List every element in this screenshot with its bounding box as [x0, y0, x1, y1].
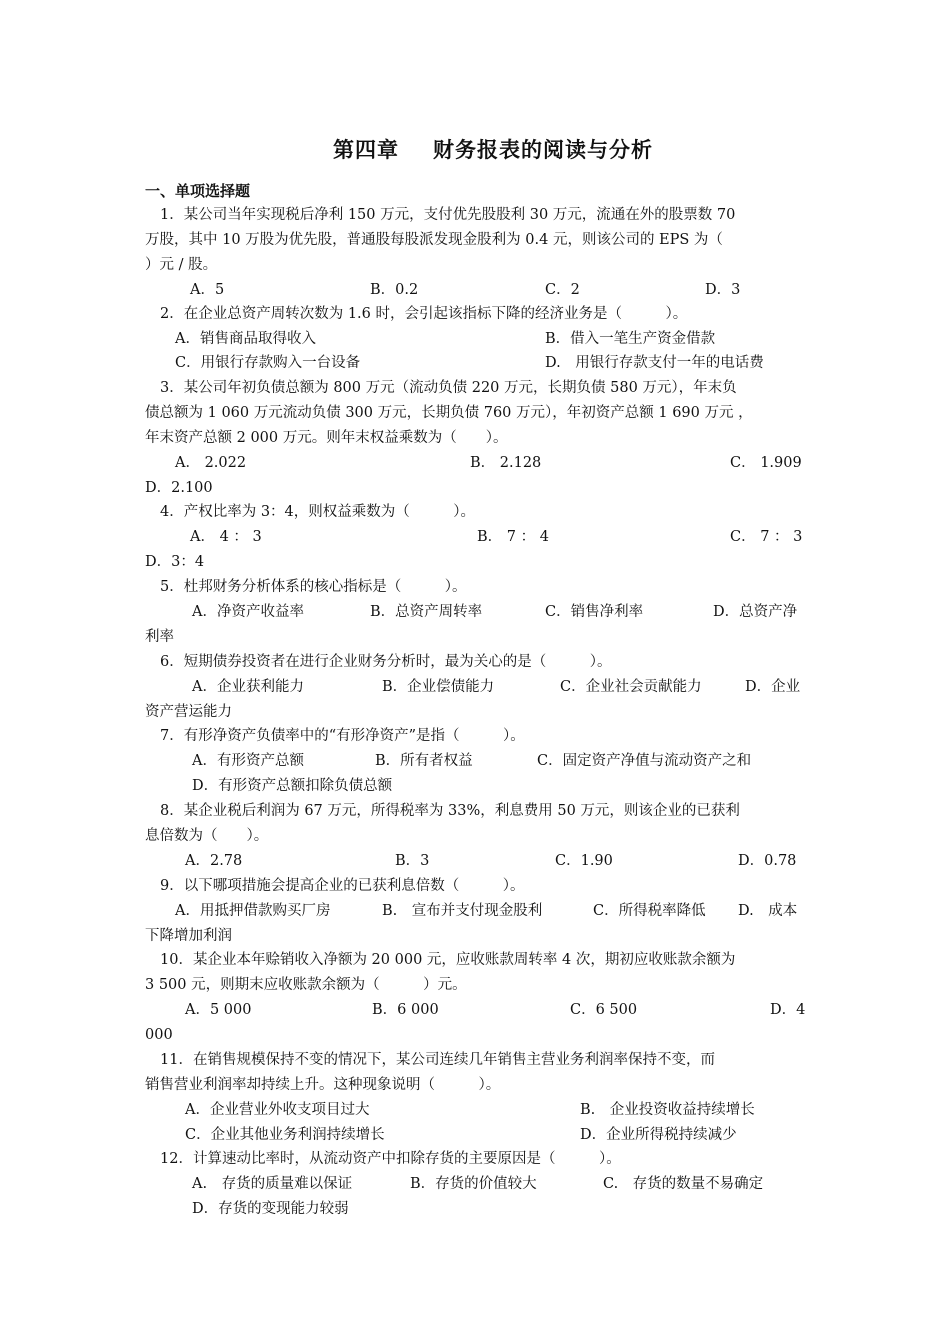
q8-option-d: D．0.78 — [738, 853, 797, 869]
q7-text-line1: 7．有形净资产负债率中的“有形净资产”是指（ ）。 — [160, 728, 525, 744]
q9-option-b: B. 宣布并支付现金股利 — [382, 903, 543, 919]
q2-option-a: A．销售商品取得收入 — [175, 331, 316, 347]
q10-text-line2: 3 500 元，则期末应收账款余额为（ ）元。 — [145, 977, 467, 993]
q11-option-a: A．企业营业外收支项目过大 — [185, 1102, 370, 1118]
q4-option-c: C． 7 ： 3 — [730, 529, 803, 545]
q9-option-d-wrap: 下降增加利润 — [145, 928, 232, 944]
q10-option-d-wrap: 000 — [145, 1027, 173, 1043]
q9-option-c: C．所得税率降低 — [593, 903, 706, 919]
q9-option-d: D. 成本 — [738, 903, 798, 919]
q8-option-c: C．1.90 — [555, 853, 613, 869]
q5-option-c: C．销售净利率 — [545, 604, 644, 620]
q11-text-line2: 销售营业利润率却持续上升。这种现象说明（ ）。 — [145, 1077, 501, 1093]
q3-option-d: D．2.100 — [145, 480, 213, 496]
q11-option-d: D．企业所得税持续减少 — [580, 1127, 737, 1143]
q8-text-line2: 息倍数为（ ）。 — [145, 828, 269, 844]
q2-option-b: B．借入一笔生产资金借款 — [545, 331, 716, 347]
q6-option-d: D．企业 — [745, 679, 801, 695]
q4-option-b: B． 7 ： 4 — [477, 529, 549, 545]
q3-text-line1: 3．某公司年初负债总额为 800 万元（流动负债 220 万元，长期负债 580 万元），年末负 — [160, 380, 737, 396]
q10-option-d: D．4 — [770, 1002, 806, 1018]
q1-text-line1: 1．某公司当年实现税后净利 150 万元，支付优先股股利 30 万元，流通在外的股票数 70 — [160, 207, 736, 223]
chapter-number: 第四章 — [333, 138, 399, 162]
q5-option-d: D．总资产净 — [713, 604, 798, 620]
q12-text-line1: 12．计算速动比率时，从流动资产中扣除存货的主要原因是（ ）。 — [160, 1151, 621, 1167]
q10-option-b: B．6 000 — [372, 1002, 439, 1018]
q11-option-b: B. 企业投资收益持续增长 — [580, 1102, 755, 1118]
chapter-title — [0, 134, 950, 164]
q1-option-d: D．3 — [705, 282, 741, 298]
q1-text-line3: ）元 / 股。 — [145, 257, 218, 273]
q6-option-c: C．企业社会贡献能力 — [560, 679, 702, 695]
q10-option-a: A．5 000 — [185, 1002, 252, 1018]
q2-option-c: C．用银行存款购入一台设备 — [175, 355, 361, 371]
q9-text-line1: 9．以下哪项措施会提高企业的已获利息倍数（ ）。 — [160, 878, 525, 894]
q12-option-d: D．存货的变现能力较弱 — [192, 1201, 349, 1217]
q7-option-a: A．有形资产总额 — [192, 753, 304, 769]
q12-option-b: B．存货的价值较大 — [410, 1176, 537, 1192]
q1-option-c: C．2 — [545, 282, 580, 298]
q6-option-d-wrap: 资产营运能力 — [145, 704, 232, 720]
q8-text-line1: 8．某企业税后利润为 67 万元，所得税率为 33%，利息费用 50 万元，则该企业的已获利 — [160, 803, 740, 819]
q9-option-a: A．用抵押借款购买厂房 — [175, 903, 331, 919]
q6-option-a: A．企业获利能力 — [192, 679, 304, 695]
q4-option-d: D．3：4 — [145, 554, 205, 570]
section-heading: 一、单项选择题 — [145, 182, 251, 200]
q2-text-line1: 2．在企业总资产周转次数为 1.6 时，会引起该指标下降的经济业务是（ ）。 — [160, 306, 688, 322]
q7-option-b: B．所有者权益 — [375, 753, 473, 769]
q8-option-b: B．3 — [395, 853, 430, 869]
q6-text-line1: 6．短期债券投资者在进行企业财务分析时，最为关心的是（ ）。 — [160, 654, 612, 670]
q1-text-line2: 万股，其中 10 万股为优先股，普通股每股派发现金股利为 0.4 元，则该公司的 EPS 为（ — [145, 232, 723, 248]
q2-option-d: D. 用银行存款支付一年的电话费 — [545, 355, 764, 371]
q3-text-line3: 年末资产总额 2 000 万元。则年末权益乘数为（ ）。 — [145, 430, 508, 446]
q6-option-b: B．企业偿债能力 — [382, 679, 495, 695]
q11-option-c: C．企业其他业务利润持续增长 — [185, 1127, 385, 1143]
q12-option-c: C. 存货的数量不易确定 — [603, 1176, 764, 1192]
q3-option-b: B． 2.128 — [470, 455, 542, 471]
q8-option-a: A．2.78 — [185, 853, 243, 869]
q5-option-a: A．净资产收益率 — [192, 604, 304, 620]
q7-option-d: D．有形资产总额扣除负债总额 — [192, 778, 393, 794]
q3-option-a: A． 2.022 — [175, 455, 247, 471]
q10-text-line1: 10．某企业本年赊销收入净额为 20 000 元，应收账款周转率 4 次，期初应收账款余额为 — [160, 952, 736, 968]
q11-text-line1: 11．在销售规模保持不变的情况下，某公司连续几年销售主营业务利润率保持不变，而 — [160, 1052, 715, 1068]
q10-option-c: C．6 500 — [570, 1002, 638, 1018]
q7-option-c: C．固定资产净值与流动资产之和 — [537, 753, 752, 769]
q1-option-b: B．0.2 — [370, 282, 419, 298]
q5-option-b: B．总资产周转率 — [370, 604, 483, 620]
q5-text-line1: 5．杜邦财务分析体系的核心指标是（ ）。 — [160, 579, 467, 595]
q4-option-a: A． 4 ： 3 — [190, 529, 262, 545]
q1-option-a: A．5 — [190, 282, 225, 298]
q5-option-d-wrap: 利率 — [145, 629, 174, 645]
q3-text-line2: 债总额为 1 060 万元流动负债 300 万元，长期负债 760 万元），年初资产总额 1 690 万元 ， — [145, 405, 753, 421]
chapter-name: 财务报表的阅读与分析 — [433, 138, 653, 162]
q12-option-a: A. 存货的质量难以保证 — [192, 1176, 353, 1192]
q3-option-c: C． 1.909 — [730, 455, 802, 471]
q4-text-line1: 4．产权比率为 3：4，则权益乘数为（ ）。 — [160, 504, 476, 520]
